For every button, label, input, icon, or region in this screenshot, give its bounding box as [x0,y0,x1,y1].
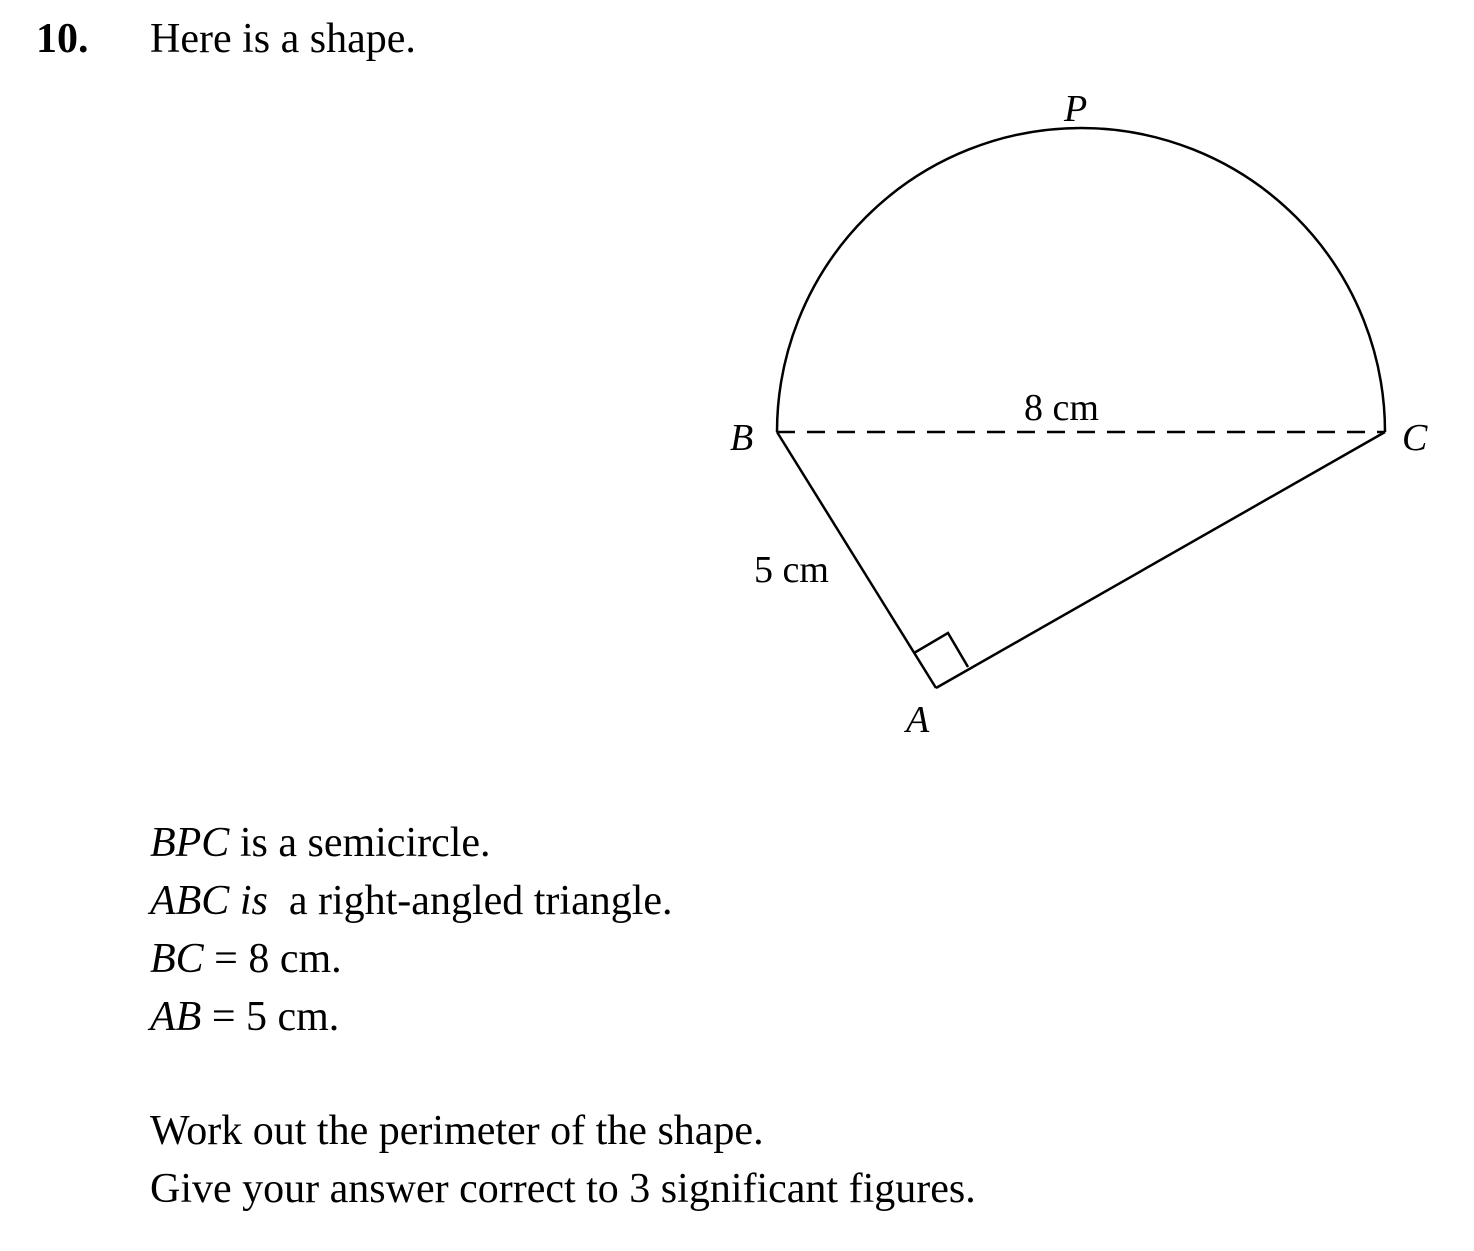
fact-subject: BPC [150,820,230,866]
question-number: 10. [36,16,89,62]
label-point-a: A [906,699,930,741]
fact-text: = 5 cm. [201,994,340,1040]
label-point-b: B [730,417,754,459]
instruction-line: Give your answer correct to 3 significant figures. [150,1166,976,1212]
fact-subject: AB [150,994,202,1040]
instruction-line: Work out the perimeter of the shape. [150,1108,764,1154]
fact-line [150,814,673,872]
label-bc-length: 8 cm [1024,387,1099,429]
question-instructions [150,1102,976,1218]
fact-line [150,930,673,988]
fact-text: = 8 cm. [203,936,342,982]
label-point-c: C [1402,417,1428,459]
fact-text: a right-angled triangle. [267,878,673,924]
fact-line [150,872,673,930]
given-facts [150,814,673,1046]
side-ac [936,432,1385,688]
fact-text: is a semicircle. [229,820,491,866]
label-point-p: P [1064,88,1088,130]
right-angle-marker [914,633,968,667]
fact-subject: BC [150,936,204,982]
label-ab-length: 5 cm [754,549,829,591]
question-intro: Here is a shape. [150,16,416,62]
fact-subject: ABC is [150,878,268,924]
fact-line [150,988,673,1046]
